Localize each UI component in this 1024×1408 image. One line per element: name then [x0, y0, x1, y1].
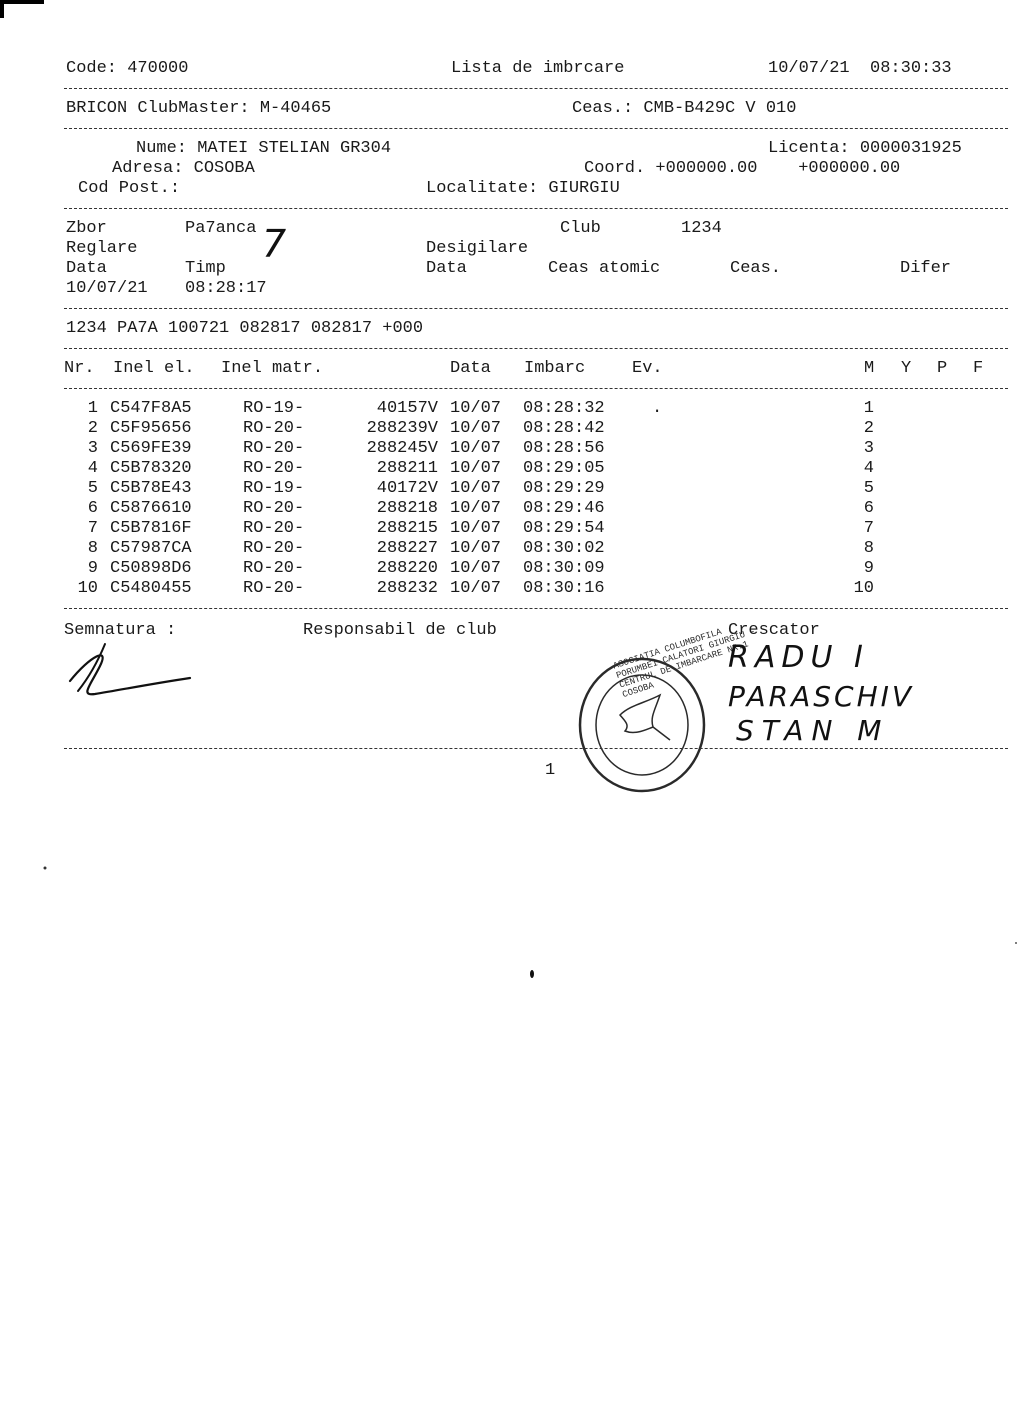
- signature-label: Semnatura :: [64, 621, 177, 640]
- cell-nr: 7: [87, 519, 98, 538]
- cell-inel-el: C569FE39: [110, 439, 192, 458]
- cell-inel-el: C547F8A5: [110, 399, 192, 418]
- clubmaster-id: BRICON ClubMaster: M-40465: [66, 99, 332, 118]
- postal-code: Cod Post.:: [78, 179, 181, 198]
- cell-time: 08:29:29: [523, 479, 605, 498]
- cell-time: 08:28:42: [523, 419, 605, 438]
- scan-corner-mark: [0, 0, 44, 18]
- cell-ring-prefix: RO-20-: [243, 579, 305, 598]
- cell-nr: 6: [87, 499, 98, 518]
- cell-ring-number: 288232: [376, 579, 438, 598]
- divider: [64, 348, 1008, 349]
- owner-address: Adresa: COSOBA: [112, 159, 255, 178]
- cell-time: 08:29:54: [523, 519, 605, 538]
- timp-label: Timp: [185, 259, 226, 278]
- clock-id: Ceas.: CMB-B429C V 010: [572, 99, 797, 118]
- cell-ring-prefix: RO-20-: [243, 419, 305, 438]
- cell-inel-el: C5F95656: [110, 419, 192, 438]
- cell-ring-number: 288245V: [366, 439, 438, 458]
- reglare-label: Reglare: [66, 239, 138, 258]
- handwritten-name-1: RADU I: [728, 640, 869, 675]
- desigilare-data-label: Data: [426, 259, 467, 278]
- cell-time: 08:28:56: [523, 439, 605, 458]
- divider: [64, 608, 1008, 609]
- cell-ring-prefix: RO-20-: [243, 459, 305, 478]
- license-number: Licenta: 0000031925: [768, 139, 962, 158]
- divider: [64, 388, 1008, 389]
- club-label: Club: [560, 219, 601, 238]
- cell-date: 10/07: [450, 479, 502, 498]
- cell-time: 08:30:16: [523, 579, 605, 598]
- cell-nr: 10: [77, 579, 98, 598]
- cell-ring-number: 288215: [376, 519, 438, 538]
- cell-inel-el: C5B78E43: [110, 479, 192, 498]
- handwritten-name-2: PARASCHIV: [728, 680, 915, 713]
- cell-ring-number: 288211: [376, 459, 438, 478]
- divider: [64, 208, 1008, 209]
- cell-m: 6: [863, 499, 874, 518]
- cell-date: 10/07: [450, 419, 502, 438]
- cell-inel-el: C50898D6: [110, 559, 192, 578]
- atomic-clock-label: Ceas atomic: [548, 259, 661, 278]
- cell-date: 10/07: [450, 399, 502, 418]
- desigilare-label: Desigilare: [426, 239, 529, 258]
- difference-label: Difer: [900, 259, 952, 278]
- divider: [64, 308, 1008, 309]
- scan-noise: [0, 800, 1024, 1100]
- cell-ring-number: 288218: [376, 499, 438, 518]
- col-data: Data: [450, 359, 491, 378]
- owner-name: Nume: MATEI STELIAN GR304: [136, 139, 392, 158]
- cell-ring-number: 40172V: [376, 479, 438, 498]
- document-title: Lista de imbrcare: [451, 59, 625, 78]
- cell-time: 08:30:09: [523, 559, 605, 578]
- handwritten-mark: 7: [262, 222, 287, 266]
- cell-nr: 4: [87, 459, 98, 478]
- cell-nr: 1: [87, 399, 98, 418]
- cell-inel-el: C5876610: [110, 499, 192, 518]
- divider: [64, 88, 1008, 89]
- data-label: Data: [66, 259, 107, 278]
- cell-inel-el: C57987CA: [110, 539, 192, 558]
- page-number: 1: [545, 761, 556, 780]
- breeder-label: Crescator: [728, 621, 820, 640]
- cell-ring-prefix: RO-20-: [243, 539, 305, 558]
- cell-nr: 2: [87, 419, 98, 438]
- coordinates: Coord. +000000.00 +000000.00: [584, 159, 901, 178]
- cell-m: 9: [863, 559, 874, 578]
- cell-time: 08:29:05: [523, 459, 605, 478]
- cell-ring-prefix: RO-20-: [243, 439, 305, 458]
- cell-event: .: [652, 399, 663, 418]
- cell-date: 10/07: [450, 559, 502, 578]
- stamp-text: ASOCIATIA COLUMBOFILA PORUMBEI CALATORI GIURGIU - CENTRUL DE IMBARCARE NR.1 COSOBA: [612, 626, 757, 701]
- cell-time: 08:30:02: [523, 539, 605, 558]
- flight-value: Pa7anca: [185, 219, 257, 238]
- cell-time: 08:29:46: [523, 499, 605, 518]
- col-inel-el: Inel el.: [113, 359, 195, 378]
- cell-date: 10/07: [450, 519, 502, 538]
- cell-m: 7: [863, 519, 874, 538]
- cell-date: 10/07: [450, 499, 502, 518]
- cell-date: 10/07: [450, 459, 502, 478]
- col-p: P: [937, 359, 948, 378]
- cell-ring-prefix: RO-20-: [243, 559, 305, 578]
- cell-m: 8: [863, 539, 874, 558]
- cell-ring-prefix: RO-19-: [243, 399, 305, 418]
- cell-m: 1: [863, 399, 874, 418]
- cell-m: 5: [863, 479, 874, 498]
- cell-ring-prefix: RO-19-: [243, 479, 305, 498]
- print-datetime: 10/07/21 08:30:33: [768, 59, 952, 78]
- cell-date: 10/07: [450, 579, 502, 598]
- cell-time: 08:28:32: [523, 399, 605, 418]
- flight-code-line: 1234 PA7A 100721 082817 082817 +000: [66, 319, 424, 338]
- col-m: M: [864, 359, 875, 378]
- col-ev: Ev.: [632, 359, 663, 378]
- cell-ring-prefix: RO-20-: [243, 499, 305, 518]
- club-responsible-label: Responsabil de club: [303, 621, 497, 640]
- cell-m: 3: [863, 439, 874, 458]
- handwritten-name-3: STAN M: [736, 714, 890, 747]
- cell-nr: 8: [87, 539, 98, 558]
- divider: [64, 748, 1008, 749]
- col-y: Y: [901, 359, 912, 378]
- cell-ring-number: 288227: [376, 539, 438, 558]
- cell-ring-number: 40157V: [376, 399, 438, 418]
- cell-date: 10/07: [450, 439, 502, 458]
- flight-label: Zbor: [66, 219, 107, 238]
- cell-nr: 3: [87, 439, 98, 458]
- cell-ring-number: 288239V: [366, 419, 438, 438]
- cell-nr: 5: [87, 479, 98, 498]
- signature-scribble: [60, 636, 200, 716]
- cell-date: 10/07: [450, 539, 502, 558]
- set-time: 08:28:17: [185, 279, 267, 298]
- divider: [64, 128, 1008, 129]
- cell-m: 10: [853, 579, 874, 598]
- set-date: 10/07/21: [66, 279, 148, 298]
- cell-inel-el: C5480455: [110, 579, 192, 598]
- code-label: Code: 470000: [66, 59, 189, 78]
- cell-ring-prefix: RO-20-: [243, 519, 305, 538]
- cell-inel-el: C5B7816F: [110, 519, 192, 538]
- clock-label: Ceas.: [730, 259, 782, 278]
- col-f: F: [973, 359, 984, 378]
- cell-m: 2: [863, 419, 874, 438]
- col-imbarc: Imbarc: [524, 359, 586, 378]
- cell-inel-el: C5B78320: [110, 459, 192, 478]
- cell-nr: 9: [87, 559, 98, 578]
- col-inel-matr: Inel matr.: [221, 359, 324, 378]
- locality: Localitate: GIURGIU: [426, 179, 620, 198]
- club-value: 1234: [681, 219, 722, 238]
- cell-ring-number: 288220: [376, 559, 438, 578]
- col-nr: Nr.: [64, 359, 95, 378]
- cell-m: 4: [863, 459, 874, 478]
